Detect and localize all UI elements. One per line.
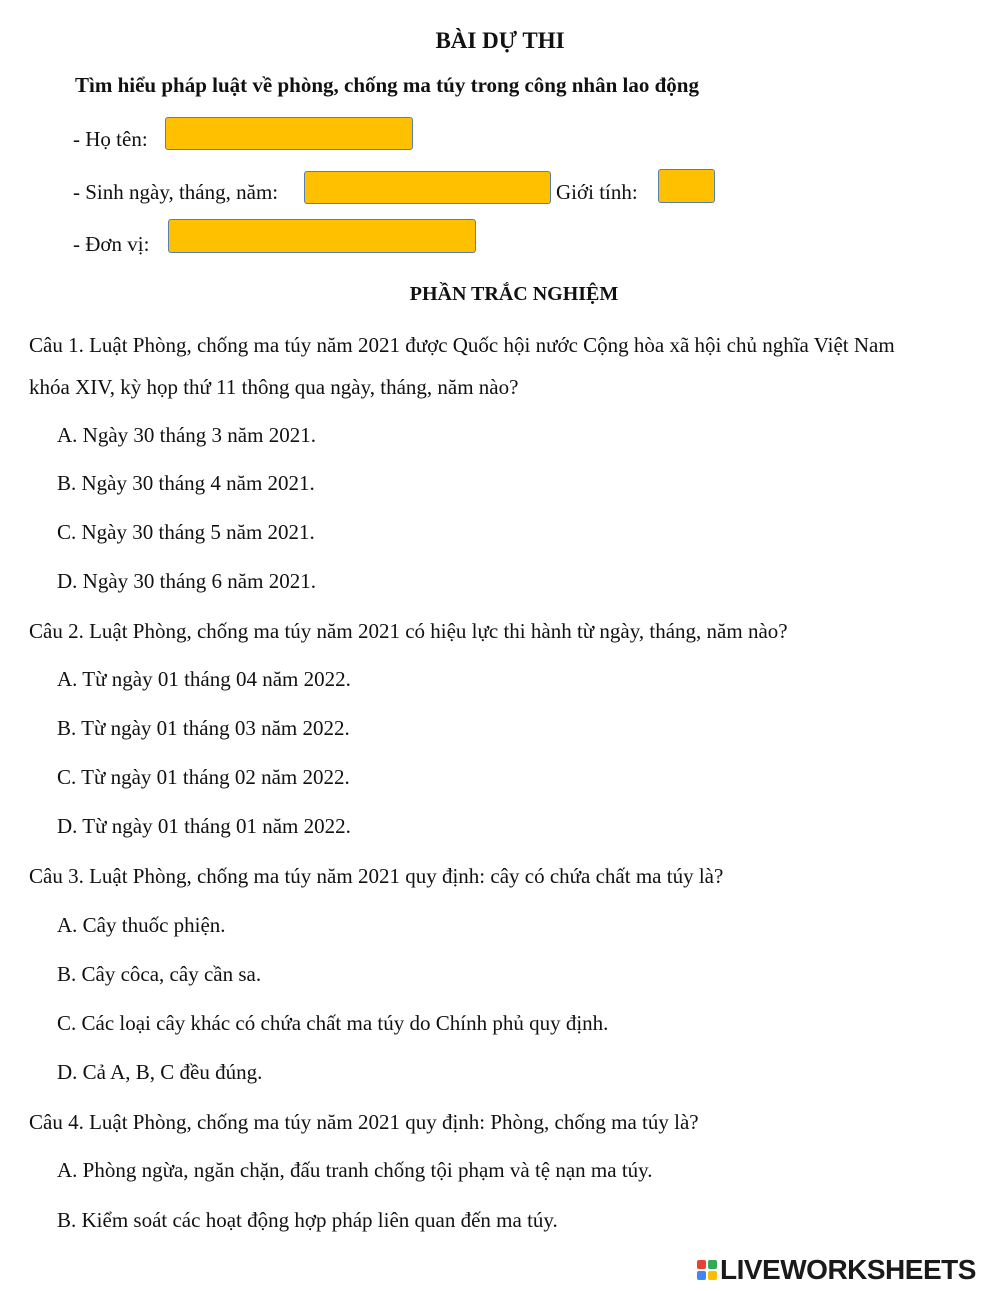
question-3-option-a[interactable]: A. Cây thuốc phiện. — [57, 913, 226, 937]
question-1-option-d[interactable]: D. Ngày 30 tháng 6 năm 2021. — [57, 569, 316, 593]
logo-square-green — [708, 1260, 717, 1269]
logo-square-blue — [697, 1271, 706, 1280]
unit-label: - Đơn vị: — [73, 232, 150, 256]
gender-label: Giới tính: — [556, 180, 638, 204]
liveworksheets-logo — [697, 1254, 976, 1286]
question-2-option-d[interactable]: D. Từ ngày 01 tháng 01 năm 2022. — [57, 814, 351, 838]
question-3-line-1: Câu 3. Luật Phòng, chống ma túy năm 2021 quy định: cây có chứa chất ma túy là? — [29, 864, 724, 888]
question-1-option-c[interactable]: C. Ngày 30 tháng 5 năm 2021. — [57, 520, 315, 544]
section-title: PHẦN TRẮC NGHIỆM — [409, 283, 619, 305]
logo-text: LIVEWORKSHEETS — [720, 1254, 976, 1285]
dob-input[interactable] — [304, 171, 551, 204]
name-input[interactable] — [165, 117, 413, 150]
question-4-line-1: Câu 4. Luật Phòng, chống ma túy năm 2021 quy định: Phòng, chống ma túy là? — [29, 1110, 699, 1134]
question-3-option-b[interactable]: B. Cây côca, cây cần sa. — [57, 962, 262, 986]
question-2-line-1: Câu 2. Luật Phòng, chống ma túy năm 2021 có hiệu lực thi hành từ ngày, tháng, năm nào? — [29, 619, 788, 643]
logo-square-red — [697, 1260, 706, 1269]
dob-label: - Sinh ngày, tháng, năm: — [73, 180, 279, 204]
unit-input[interactable] — [168, 219, 476, 253]
question-1-line-1: Câu 1. Luật Phòng, chống ma túy năm 2021 được Quốc hội nước Cộng hòa xã hội chủ nghĩa Việt Nam — [29, 333, 895, 357]
question-4-option-b[interactable]: B. Kiểm soát các hoạt động hợp pháp liên quan đến ma túy. — [57, 1208, 558, 1232]
question-2-option-a[interactable]: A. Từ ngày 01 tháng 04 năm 2022. — [57, 667, 351, 691]
liveworksheets-logo-icon — [697, 1260, 717, 1280]
gender-input[interactable] — [658, 169, 715, 203]
page-subtitle: Tìm hiểu pháp luật về phòng, chống ma túy trong công nhân lao động — [75, 73, 699, 97]
name-label: - Họ tên: — [73, 127, 148, 151]
question-2-option-b[interactable]: B. Từ ngày 01 tháng 03 năm 2022. — [57, 716, 350, 740]
question-3-option-d[interactable]: D. Cả A, B, C đều đúng. — [57, 1060, 263, 1084]
question-2-option-c[interactable]: C. Từ ngày 01 tháng 02 năm 2022. — [57, 765, 350, 789]
question-3-option-c[interactable]: C. Các loại cây khác có chứa chất ma túy do Chính phủ quy định. — [57, 1011, 609, 1035]
page-title: BÀI DỰ THI — [435, 28, 565, 53]
question-4-option-a[interactable]: A. Phòng ngừa, ngăn chặn, đấu tranh chống tội phạm và tệ nạn ma túy. — [57, 1158, 653, 1182]
question-1-line-2: khóa XIV, kỳ họp thứ 11 thông qua ngày, tháng, năm nào? — [29, 375, 519, 399]
question-1-option-b[interactable]: B. Ngày 30 tháng 4 năm 2021. — [57, 471, 315, 495]
logo-square-yellow — [708, 1271, 717, 1280]
question-1-option-a[interactable]: A. Ngày 30 tháng 3 năm 2021. — [57, 423, 316, 447]
